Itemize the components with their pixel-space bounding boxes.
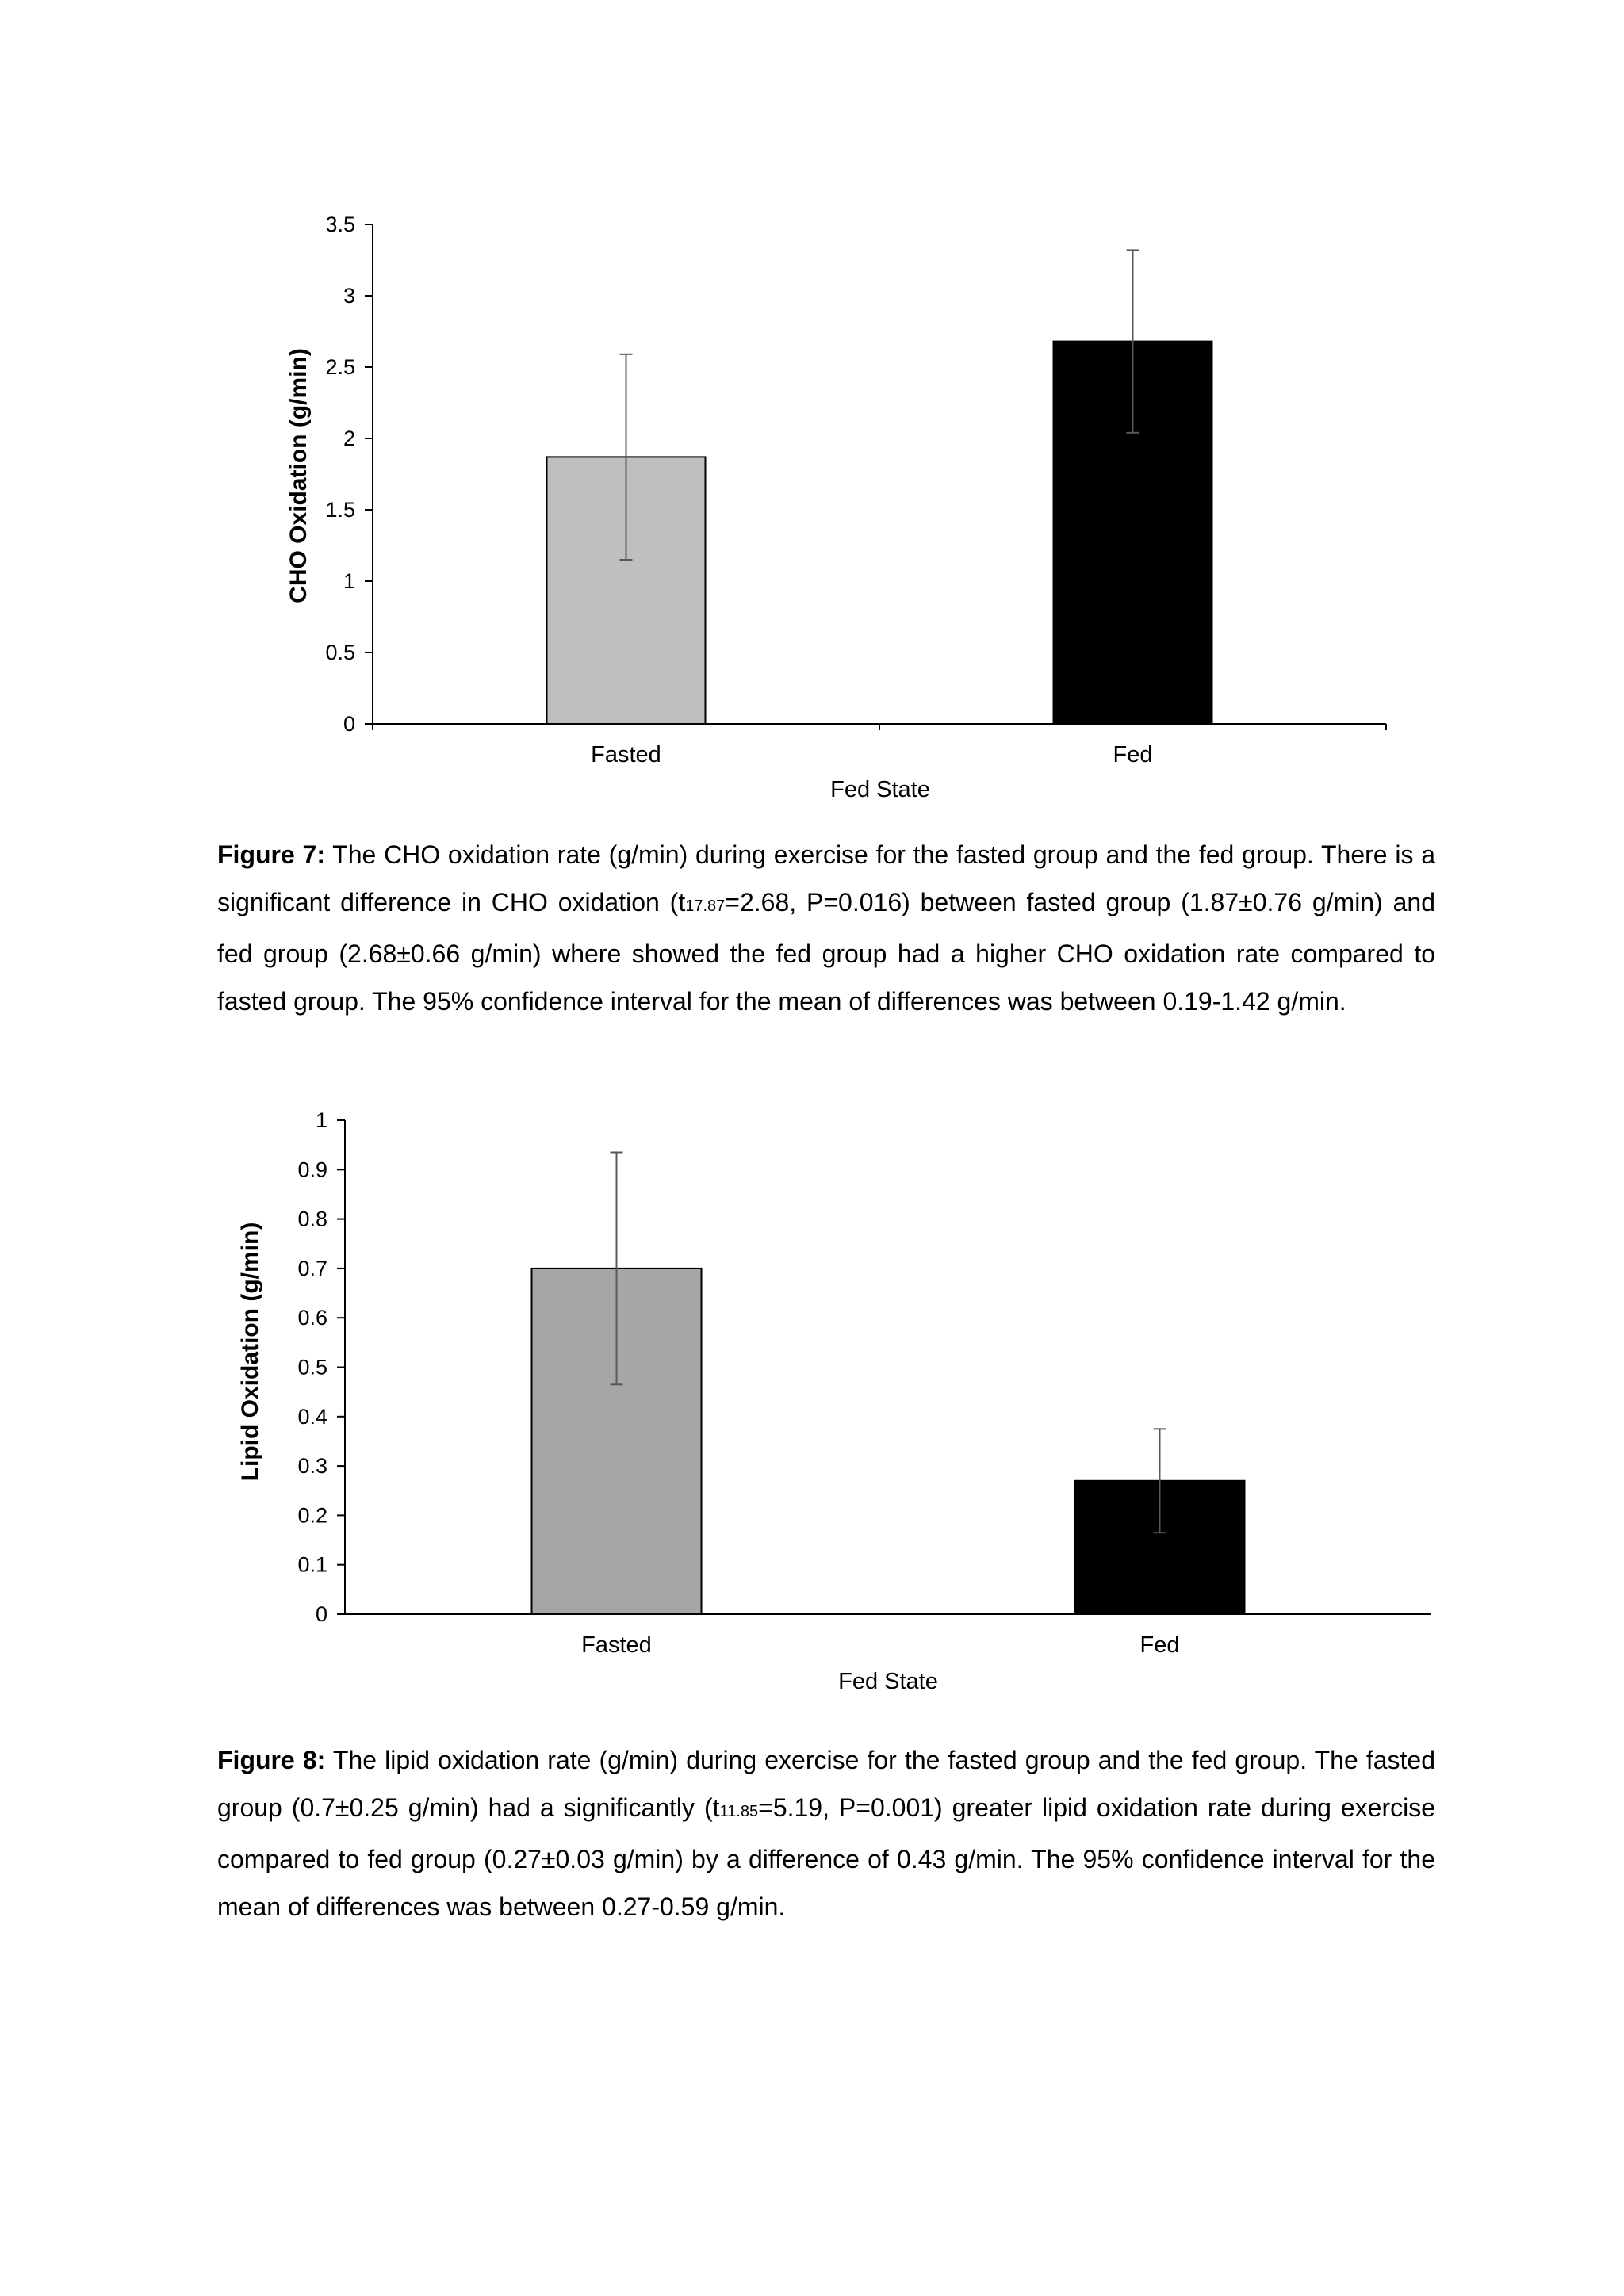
figure-7-label: Figure 7:: [217, 840, 325, 869]
lipid-y-tick-label: 0.3: [297, 1454, 327, 1479]
lipid-y-tick-label: 0.8: [297, 1207, 327, 1231]
cho-y-tick-label: 1.5: [325, 498, 355, 522]
figure-8-subscript: 11.85: [719, 1803, 759, 1820]
lipid-oxidation-chart: [0, 1086, 1624, 1705]
figure-7-text-part1: The CHO oxidation rate (g/min) during exercise for the fasted group and the fed group. There is a significant difference in CHO oxidation (t: [217, 840, 1436, 916]
lipid-y-axis-title: Lipid Oxidation (g/min): [237, 1222, 263, 1482]
lipid-y-tick-label: 0.5: [297, 1355, 327, 1380]
figure-8-label: Figure 8:: [217, 1746, 326, 1774]
cho-y-tick-label: 3: [343, 284, 355, 308]
figure-8-text-part2: =5.19, P=0.001) greater lipid oxidation rate during exercise compared to fed group (0.27±0.03 g/min) by a difference of 0.43 g/min. The 95% confidence interval for the mean of differences was between 0.27-0.59 g/min.: [217, 1793, 1436, 1921]
figure-7-caption: [217, 831, 1435, 1025]
lipid-y-tick-label: 0.2: [297, 1503, 327, 1528]
lipid-y-tick-label: 0.6: [297, 1306, 327, 1330]
lipid-category-label: Fed: [1139, 1632, 1180, 1658]
cho-y-tick-label: 0: [343, 712, 355, 736]
cho-category-label: Fasted: [591, 742, 661, 767]
lipid-category-label: Fasted: [581, 1632, 652, 1658]
lipid-y-tick-label: 1: [315, 1108, 327, 1132]
cho-y-tick-label: 2: [343, 427, 355, 450]
cho-y-tick-label: 2.5: [325, 355, 355, 379]
cho-y-axis-title: CHO Oxidation (g/min): [285, 348, 312, 603]
lipid-y-tick-label: 0.7: [297, 1256, 327, 1280]
lipid-y-tick-label: 0.1: [297, 1552, 327, 1577]
lipid-x-axis-title: Fed State: [838, 1669, 938, 1694]
figure-8-caption: [217, 1736, 1435, 1931]
figure-7-text-part2: =2.68, P=0.016) between fasted group (1.87±0.76 g/min) and fed group (2.68±0.66 g/min) where showed the fed group had a higher CHO oxidation rate compared to fasted group. The 95% confidence interval for the mean of differences was between 0.19-1.42 g/min.: [217, 888, 1436, 1016]
lipid-oxidation-chart-svg: [0, 1086, 1624, 1705]
cho-y-tick-label: 0.5: [325, 641, 355, 664]
cho-oxidation-chart-svg: [0, 190, 1624, 817]
lipid-y-tick-label: 0.4: [297, 1404, 327, 1429]
cho-oxidation-chart: [0, 190, 1624, 817]
figure-7-subscript: 17.87: [685, 897, 726, 915]
cho-category-label: Fed: [1113, 742, 1153, 767]
lipid-y-tick-label: 0.9: [297, 1158, 327, 1182]
cho-x-axis-title: Fed State: [830, 777, 930, 802]
cho-y-tick-label: 1: [343, 569, 355, 593]
cho-y-tick-label: 3.5: [325, 212, 355, 236]
figure-8-text-part1: The lipid oxidation rate (g/min) during exercise for the fasted group and the fed group. The fasted group (0.7±0.25 g/min) had a significantly (t: [217, 1746, 1436, 1822]
lipid-y-tick-label: 0: [315, 1602, 327, 1626]
